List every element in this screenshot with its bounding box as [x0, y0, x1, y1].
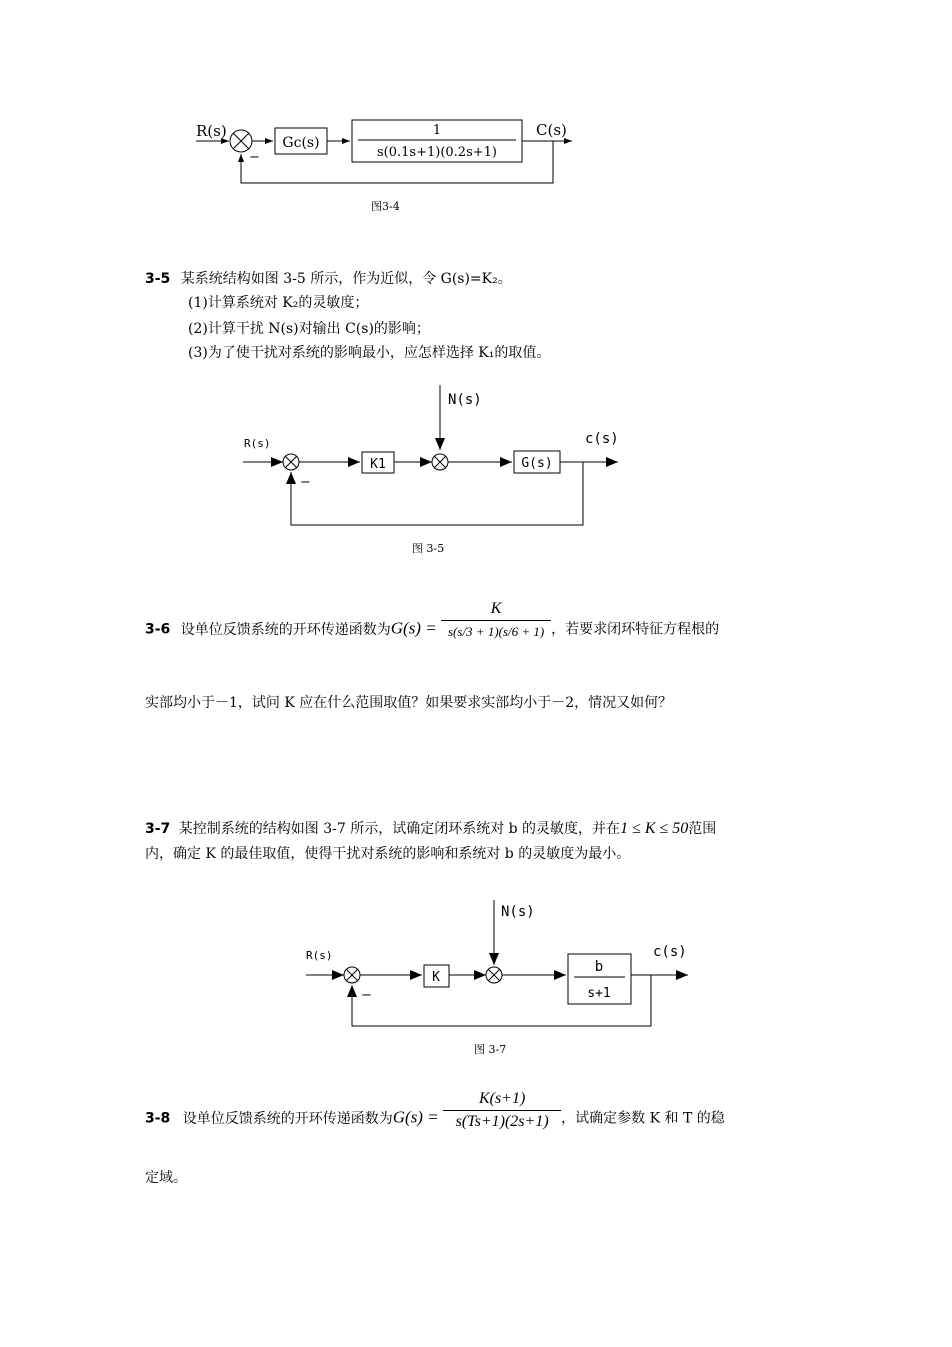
- problem-number: 3-6: [145, 621, 171, 638]
- k-range-inequality: 1 ≤ K ≤ 50: [620, 820, 689, 837]
- figure-3-4-block-diagram: [0, 100, 952, 220]
- problem-3-5-item-3: (3)为了使干扰对系统的影响最小，应怎样选择 K₁的取值。: [188, 345, 551, 361]
- problem-3-7-text-a: 某控制系统的结构如图 3-7 所示，试确定闭环系统对 b 的灵敏度，并在: [178, 821, 621, 837]
- problem-3-5-text: 某系统结构如图 3-5 所示，作为近似，令 G(s)=K₂。: [180, 271, 512, 287]
- fraction-denominator: s(s/3 + 1)(s/6 + 1): [448, 624, 545, 639]
- fig34-plant-numerator: 1: [432, 123, 442, 138]
- fig34-c-label: C(s): [536, 121, 567, 139]
- fig35-r-label: R(s): [244, 437, 271, 450]
- fig34-plant-denominator: s(0.1s+1)(0.2s+1): [377, 145, 497, 160]
- problem-3-5-item-2: (2)计算干扰 N(s)对输出 C(s)的影响；: [188, 321, 430, 337]
- problem-3-8-line-2: 定域。: [145, 1170, 187, 1186]
- problem-3-8-text-before: 设单位反馈系统的开环传递函数为: [182, 1110, 393, 1127]
- fraction-numerator: K(s+1): [443, 1088, 561, 1111]
- problem-3-6-text-before: 设单位反馈系统的开环传递函数为: [180, 621, 391, 638]
- fig35-g-label: G(s): [521, 456, 553, 471]
- transfer-function-lhs: G(s) =: [392, 1107, 439, 1127]
- fig35-minus-sign: −: [300, 475, 311, 490]
- figure-3-5-caption: 图 3-5: [412, 542, 445, 555]
- transfer-function-fraction: [441, 598, 551, 643]
- problem-3-8-line-1: [145, 1090, 725, 1154]
- fig34-minus-sign: −: [249, 150, 260, 165]
- fig35-summing-junction-2: [432, 454, 448, 470]
- fig37-k-label: K: [432, 970, 440, 985]
- fig37-c-label: c(s): [653, 944, 687, 960]
- fig37-n-label: N(s): [501, 904, 535, 920]
- problem-3-5: [145, 268, 512, 290]
- problem-number: 3-8: [145, 1110, 171, 1127]
- transfer-function-lhs: G(s) =: [390, 618, 437, 638]
- fig34-summing-junction: [230, 130, 252, 152]
- fig34-gc-label: Gc(s): [282, 135, 320, 151]
- problem-number: 3-7: [145, 821, 171, 837]
- transfer-function-fraction: [443, 1088, 561, 1133]
- fig35-summing-junction-1: [283, 454, 299, 470]
- figure-3-7-caption: 图 3-7: [474, 1043, 507, 1056]
- problem-3-6-line-1: [145, 600, 720, 676]
- fig35-c-label: c(s): [585, 431, 619, 447]
- figure-3-4-caption: 图3-4: [371, 200, 400, 213]
- fig37-plant-numerator: b: [594, 959, 604, 975]
- problem-3-5-item-1: (1)计算系统对 K₂的灵敏度；: [188, 295, 369, 311]
- fig34-r-label: R(s): [196, 122, 227, 140]
- fraction-numerator: K: [441, 598, 551, 621]
- problem-3-7-line-2: 内，确定 K 的最佳取值，使得干扰对系统的影响和系统对 b 的灵敏度为最小。: [145, 846, 631, 862]
- problem-3-6-text-after: ，若要求闭环特征方程根的: [551, 621, 720, 638]
- figure-3-7-block-diagram: [0, 895, 952, 1040]
- fig35-n-label: N(s): [448, 392, 482, 408]
- fraction-denominator: s(Ts+1)(2s+1): [455, 1113, 549, 1130]
- figure-3-5-block-diagram: [0, 380, 952, 540]
- problem-3-7-text-b: 范围: [688, 821, 717, 837]
- problem-3-6-line-2: 实部均小于－1，试问 K 应在什么范围取值？如果要求实部均小于－2，情况又如何？: [145, 695, 673, 711]
- fig37-minus-sign: −: [361, 988, 372, 1003]
- fig37-summing-junction-2: [486, 967, 502, 983]
- problem-3-8-text-after: ，试确定参数 K 和 T 的稳: [561, 1110, 725, 1127]
- fig35-k1-label: K1: [370, 457, 386, 472]
- fig37-r-label: R(s): [306, 949, 333, 962]
- fig37-summing-junction-1: [344, 967, 360, 983]
- problem-3-7-line-1: [145, 818, 716, 840]
- problem-number: 3-5: [145, 271, 171, 287]
- fig37-plant-denominator: s+1: [587, 986, 611, 1001]
